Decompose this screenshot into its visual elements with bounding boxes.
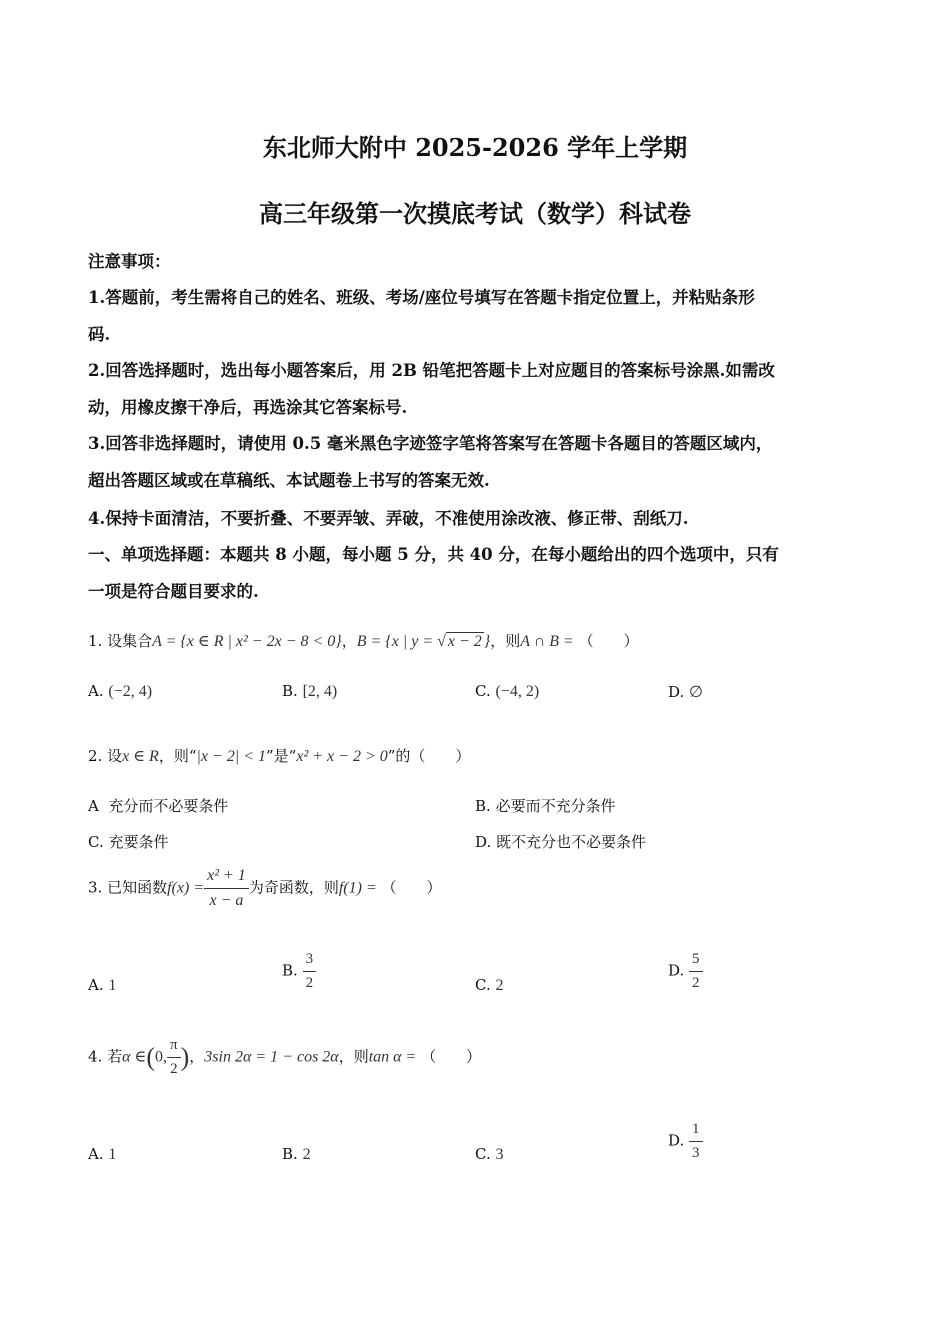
question-4-option-a: [88, 1145, 116, 1164]
set-b-formula-left: B = {x | y =: [356, 633, 438, 650]
option-value: (−2, 4): [108, 683, 153, 700]
question-text: ”的（ ）: [387, 747, 471, 765]
question-3-stem: [88, 866, 442, 911]
question-2-stem: [88, 745, 470, 766]
option-value: 2: [302, 1146, 311, 1163]
function-fraction: [204, 866, 249, 911]
fraction-numerator: 5: [689, 950, 703, 972]
fraction-numerator: x² + 1: [204, 866, 249, 889]
fraction-denominator: 3: [692, 1144, 700, 1161]
interval-lower-bound: 0,: [155, 1048, 168, 1066]
condition-p-formula: |x − 2| < 1: [196, 748, 266, 765]
question-number: 3.: [88, 878, 103, 897]
option-label: D.: [668, 683, 685, 701]
notice-item-4-line1: 4.保持卡面清洁，不要折叠、不要弄皱、弄破，不准使用涂改液、修正带、刮纸刀.: [88, 509, 689, 528]
question-text: 若: [107, 1047, 123, 1066]
question-3-option-b: [282, 950, 316, 993]
question-1-option-a: [88, 682, 152, 701]
option-label: B.: [282, 961, 298, 980]
option-fraction: [689, 950, 703, 993]
option-label: B.: [282, 682, 298, 700]
option-fraction: [689, 1120, 703, 1163]
option-label: A.: [88, 1145, 104, 1163]
notice-item-2-line1: 2.回答选择题时，选出每小题答案后，用 2B 铅笔把答题卡上对应题目的答案标号涂黑.如需改: [88, 361, 775, 380]
question-number: 1.: [88, 632, 103, 650]
option-value: 3: [495, 1146, 504, 1163]
intersection-formula: A ∩ B =: [520, 633, 574, 650]
notice-item-1-line1: 1.答题前，考生需将自己的姓名、班级、考场/座位号填写在答题卡指定位置上，并粘贴条形: [88, 288, 755, 307]
question-text: 设: [107, 747, 123, 765]
option-label: A: [88, 797, 99, 815]
exam-title-line2: 高三年级第一次摸底考试（数学）科试卷: [259, 199, 691, 228]
option-label: D.: [668, 1131, 685, 1150]
option-label: A.: [88, 682, 104, 700]
question-2-option-a: [88, 795, 228, 816]
function-lhs: f(x) =: [167, 879, 205, 897]
alpha-membership: α ∈: [122, 1048, 147, 1066]
trig-equation: 3sin 2α = 1 − cos 2α: [204, 1048, 339, 1066]
question-text: ，: [341, 632, 357, 650]
set-b-formula-right: }: [483, 633, 491, 650]
notice-item-3-line1: 3.回答非选择题时，请使用 0.5 毫米黑色字迹签字笔将答案写在答题卡各题目的答题区域内，: [88, 434, 773, 453]
notice-item-1-line2: 码.: [88, 325, 111, 344]
question-2-option-d: [475, 831, 646, 852]
option-label: C.: [475, 682, 491, 700]
interval-right-paren: ): [180, 1042, 190, 1072]
fraction-denominator: 2: [170, 1060, 178, 1077]
question-number: 4.: [88, 1047, 103, 1066]
interval-left-paren: (: [146, 1042, 156, 1072]
option-value: 既不充分也不必要条件: [496, 833, 647, 851]
set-a-formula: A = {x ∈ R | x² − 2x − 8 < 0}: [152, 633, 342, 650]
question-4-option-c: [475, 1145, 504, 1164]
answer-paren: （ ）: [421, 1047, 482, 1066]
question-text: ，则: [490, 632, 521, 650]
option-value: (−4, 2): [495, 683, 540, 700]
option-label: D.: [668, 961, 685, 980]
interval-upper-fraction: [167, 1036, 181, 1079]
question-text: 已知函数: [107, 878, 168, 897]
question-1-option-c: [475, 682, 539, 701]
question-text: 为奇函数，则: [248, 878, 339, 897]
notice-item-3-line2: 超出答题区域或在草稿纸、本试题卷上书写的答案无效.: [88, 471, 490, 490]
tan-alpha-formula: tan α =: [368, 1048, 417, 1066]
question-4-option-d: [668, 1120, 703, 1163]
notice-item-2-line2: 动，用橡皮擦干净后，再选涂其它答案标号.: [88, 398, 408, 417]
condition-q-formula: x² + x − 2 > 0: [296, 748, 388, 765]
question-1-option-d: [668, 682, 703, 702]
fraction-denominator: 2: [692, 974, 700, 991]
sqrt-symbol: √: [437, 633, 446, 650]
condition-formula: x ∈ R: [122, 748, 159, 765]
question-text: ，: [189, 1047, 205, 1066]
option-value: 1: [108, 977, 117, 994]
question-number: 2.: [88, 747, 103, 765]
option-value: [2, 4): [302, 683, 338, 700]
fraction-denominator: 2: [305, 974, 314, 991]
option-label: D.: [475, 833, 492, 851]
option-label: C.: [475, 1145, 491, 1163]
question-3-option-d: [668, 950, 703, 993]
option-fraction: [303, 950, 317, 993]
question-4-stem: [88, 1036, 481, 1079]
question-2-option-c: [88, 831, 169, 852]
fraction-numerator: 3: [303, 950, 317, 972]
question-1-option-b: [282, 682, 337, 701]
fraction-numerator: π: [167, 1036, 181, 1058]
question-text: 设集合: [107, 632, 153, 650]
option-label: A.: [88, 976, 104, 994]
question-3-option-c: [475, 976, 504, 995]
question-4-option-b: [282, 1145, 311, 1164]
exam-title-line1: 东北师大附中 2025-2026 学年上学期: [262, 133, 688, 162]
option-value: 2: [495, 977, 504, 994]
answer-paren: （ ）: [381, 878, 442, 897]
question-text: ，则“: [158, 747, 197, 765]
option-label: B.: [475, 797, 491, 815]
question-text: ，则: [338, 1047, 369, 1066]
question-3-option-a: [88, 976, 116, 995]
fraction-numerator: 1: [689, 1120, 703, 1142]
notice-heading: 注意事项：: [88, 252, 171, 271]
option-label: C.: [475, 976, 491, 994]
option-value: 充要条件: [108, 833, 169, 851]
question-2-option-b: [475, 795, 616, 816]
section-1-heading-line1: 一、单项选择题：本题共 8 小题，每小题 5 分，共 40 分，在每小题给出的四个选项中，只有: [88, 545, 779, 564]
option-value: 充分而不必要条件: [108, 797, 229, 815]
option-label: C.: [88, 833, 104, 851]
option-value: ∅: [689, 684, 703, 701]
function-value-formula: f(1) =: [338, 879, 377, 897]
option-value: 1: [108, 1146, 117, 1163]
option-value: 必要而不充分条件: [495, 797, 616, 815]
option-label: B.: [282, 1145, 298, 1163]
sqrt-radicand: x − 2: [447, 633, 482, 650]
fraction-denominator: x − a: [209, 892, 244, 909]
question-text: ”是“: [266, 747, 297, 765]
answer-paren: （ ）: [578, 632, 639, 650]
section-1-heading-line2: 一项是符合题目要求的.: [88, 582, 259, 601]
question-1-stem: [88, 630, 639, 651]
